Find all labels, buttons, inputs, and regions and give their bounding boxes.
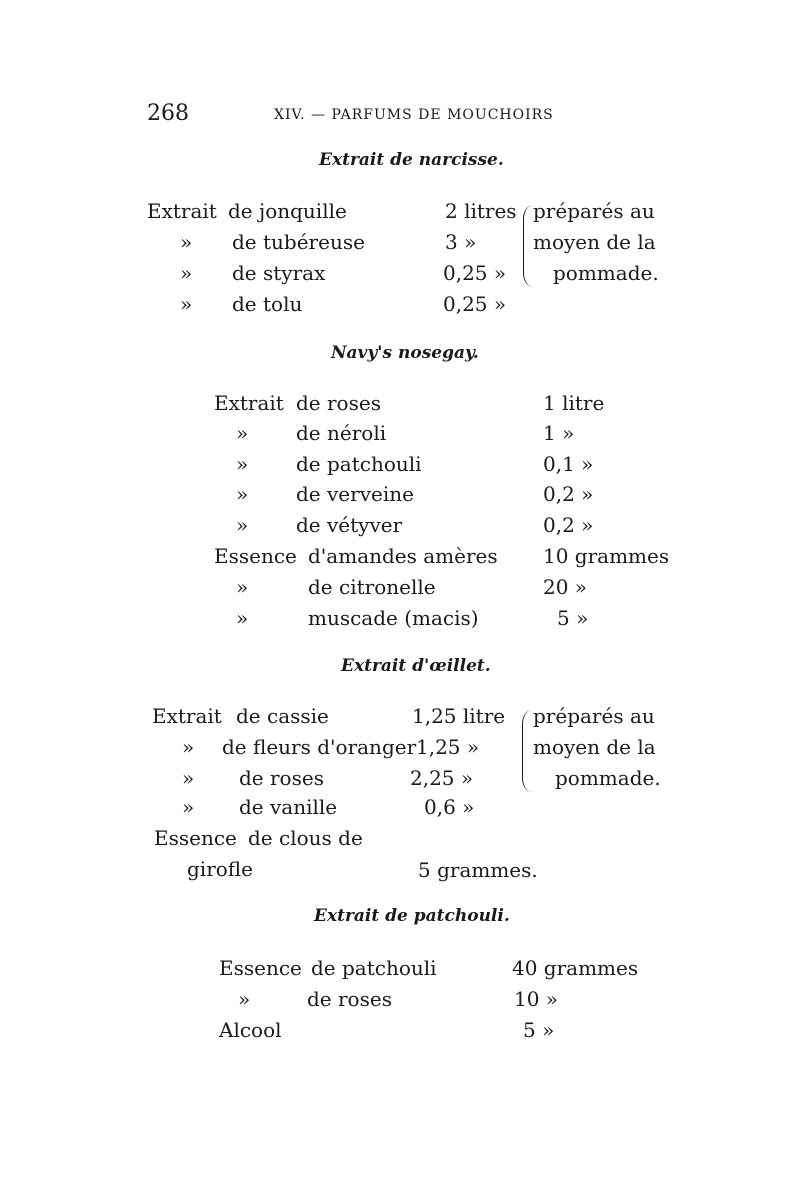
grouping-brace xyxy=(522,710,533,792)
ingredient-name: de néroli xyxy=(296,421,387,445)
ditto-mark: » xyxy=(236,575,249,599)
ingredient-name: de tolu xyxy=(232,292,303,316)
ingredient-name: muscade (macis) xyxy=(308,606,479,630)
ingredient-name: de verveine xyxy=(296,482,414,506)
ingredient-name: de vanille xyxy=(239,795,338,819)
ingredient-quantity: 0,1 » xyxy=(543,452,594,476)
ingredient-quantity: 10 grammes xyxy=(543,544,670,568)
ditto-mark: » xyxy=(180,230,193,254)
ingredient-quantity: 2,25 » xyxy=(410,766,474,790)
ingredient-lead: Essence xyxy=(219,956,302,980)
ditto-mark: » xyxy=(236,482,249,506)
ingredient-name: de tubéreuse xyxy=(232,230,365,254)
ingredient-quantity: 0,25 » xyxy=(443,261,507,285)
ingredient-name: d'amandes amères xyxy=(308,544,498,568)
ingredient-name: de roses xyxy=(296,391,381,415)
ingredient-quantity: 1,25 litre xyxy=(412,704,506,728)
preparation-note: préparés au xyxy=(533,199,655,223)
ingredient-lead: Extrait xyxy=(214,391,284,415)
recipe-title: Extrait de patchouli. xyxy=(314,906,510,926)
preparation-note: moyen de la xyxy=(533,735,656,759)
ditto-mark: » xyxy=(236,606,249,630)
ingredient-name: de citronelle xyxy=(308,575,436,599)
ingredient-lead: Alcool xyxy=(219,1018,282,1042)
ditto-mark: » xyxy=(180,292,193,316)
ingredient-quantity: 1 » xyxy=(543,421,575,445)
recipe-title: Extrait de narcisse. xyxy=(319,150,504,170)
ditto-mark: » xyxy=(182,795,195,819)
ingredient-quantity: 3 » xyxy=(445,230,477,254)
running-title: XIV. — PARFUMS DE MOUCHOIRS xyxy=(274,107,554,123)
ingredient-name: de jonquille xyxy=(228,199,347,223)
ditto-mark: » xyxy=(182,735,195,759)
recipe-title: Extrait d'œillet. xyxy=(341,656,491,676)
recipe-title: Navy's nosegay. xyxy=(331,343,479,363)
ingredient-lead: Essence xyxy=(154,826,237,850)
ingredient-quantity: 0,2 » xyxy=(543,513,594,537)
ingredient-quantity: 5 grammes. xyxy=(418,858,538,882)
ingredient-quantity: 1 litre xyxy=(543,391,605,415)
ingredient-quantity: 1,25 » xyxy=(416,735,480,759)
ingredient-name: de patchouli xyxy=(311,956,437,980)
ingredient-name: de vétyver xyxy=(296,513,403,537)
ingredient-quantity: 0,6 » xyxy=(424,795,475,819)
ditto-mark: » xyxy=(236,421,249,445)
ingredient-name: de roses xyxy=(239,766,324,790)
ingredient-quantity: 20 » xyxy=(543,575,588,599)
ingredient-name: de clous de xyxy=(248,826,363,850)
ingredient-quantity: 5 » xyxy=(523,1018,555,1042)
ingredient-quantity: 5 » xyxy=(557,606,589,630)
preparation-note: pommade. xyxy=(555,766,661,790)
ingredient-quantity: 0,25 » xyxy=(443,292,507,316)
ingredient-name: de fleurs d'oranger xyxy=(222,735,417,759)
ingredient-name: de roses xyxy=(307,987,392,1011)
ditto-mark: » xyxy=(182,766,195,790)
ditto-mark: » xyxy=(238,987,251,1011)
page-number: 268 xyxy=(147,101,189,126)
ditto-mark: » xyxy=(180,261,193,285)
preparation-note: préparés au xyxy=(533,704,655,728)
ingredient-name: de styrax xyxy=(232,261,326,285)
ingredient-lead: Extrait xyxy=(147,199,217,223)
ingredient-name: de patchouli xyxy=(296,452,422,476)
ditto-mark: » xyxy=(236,513,249,537)
ingredient-lead: Essence xyxy=(214,544,297,568)
preparation-note: pommade. xyxy=(553,261,659,285)
ingredient-quantity: 0,2 » xyxy=(543,482,594,506)
ingredient-quantity: 40 grammes xyxy=(512,956,639,980)
ditto-mark: » xyxy=(236,452,249,476)
preparation-note: moyen de la xyxy=(533,230,656,254)
ingredient-name: de cassie xyxy=(236,704,329,728)
ingredient-lead: Extrait xyxy=(152,704,222,728)
ingredient-quantity: 2 litres xyxy=(445,199,517,223)
ingredient-quantity: 10 » xyxy=(514,987,559,1011)
ingredient-name: girofle xyxy=(187,857,253,881)
